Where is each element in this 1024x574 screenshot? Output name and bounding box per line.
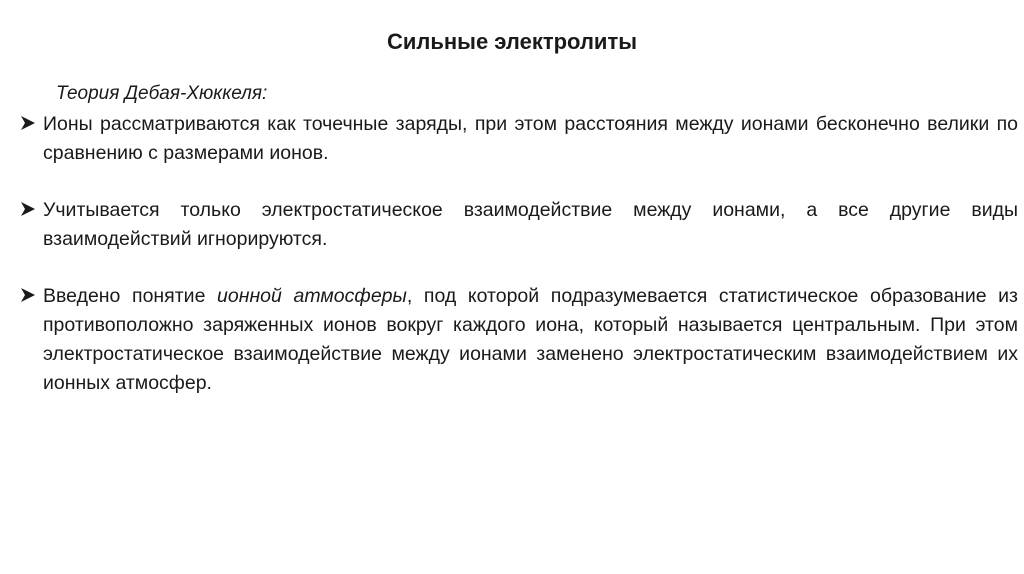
arrowhead-bullet-icon (20, 115, 36, 131)
bullet-item (20, 196, 1018, 254)
bullet-text-part: Введено понятие (43, 285, 218, 307)
arrowhead-bullet-icon (20, 287, 36, 303)
bullet-item (20, 110, 1018, 168)
bullet-text: Ионы рассматриваются как точечные заряды, при этом расстояния между ионами бесконечно велики по сравнению с размерами ионов. (43, 113, 1018, 164)
arrowhead-bullet-icon (20, 201, 36, 217)
slide-title: Сильные электролиты (386, 29, 638, 54)
bullet-text (43, 282, 1018, 398)
bullet-text-part: , под которой подразумевается статистическое образование из противоположно заряженных ионов вокруг каждого иона, который называется центральным. При этом электростатическое взаимодействие между ионами заменено электростатическим взаимодействием их ионных атмосфер. (43, 285, 1018, 394)
bullet-list (20, 110, 1018, 426)
bullet-text: Учитывается только электростатическое взаимодействие между ионами, а все другие виды взаимодействий игнорируются. (43, 199, 1018, 250)
bullet-item (20, 282, 1018, 398)
italic-term: ионной атмосферы (217, 285, 407, 307)
slide-subtitle: Теория Дебая-Хюккеля: (56, 83, 268, 104)
